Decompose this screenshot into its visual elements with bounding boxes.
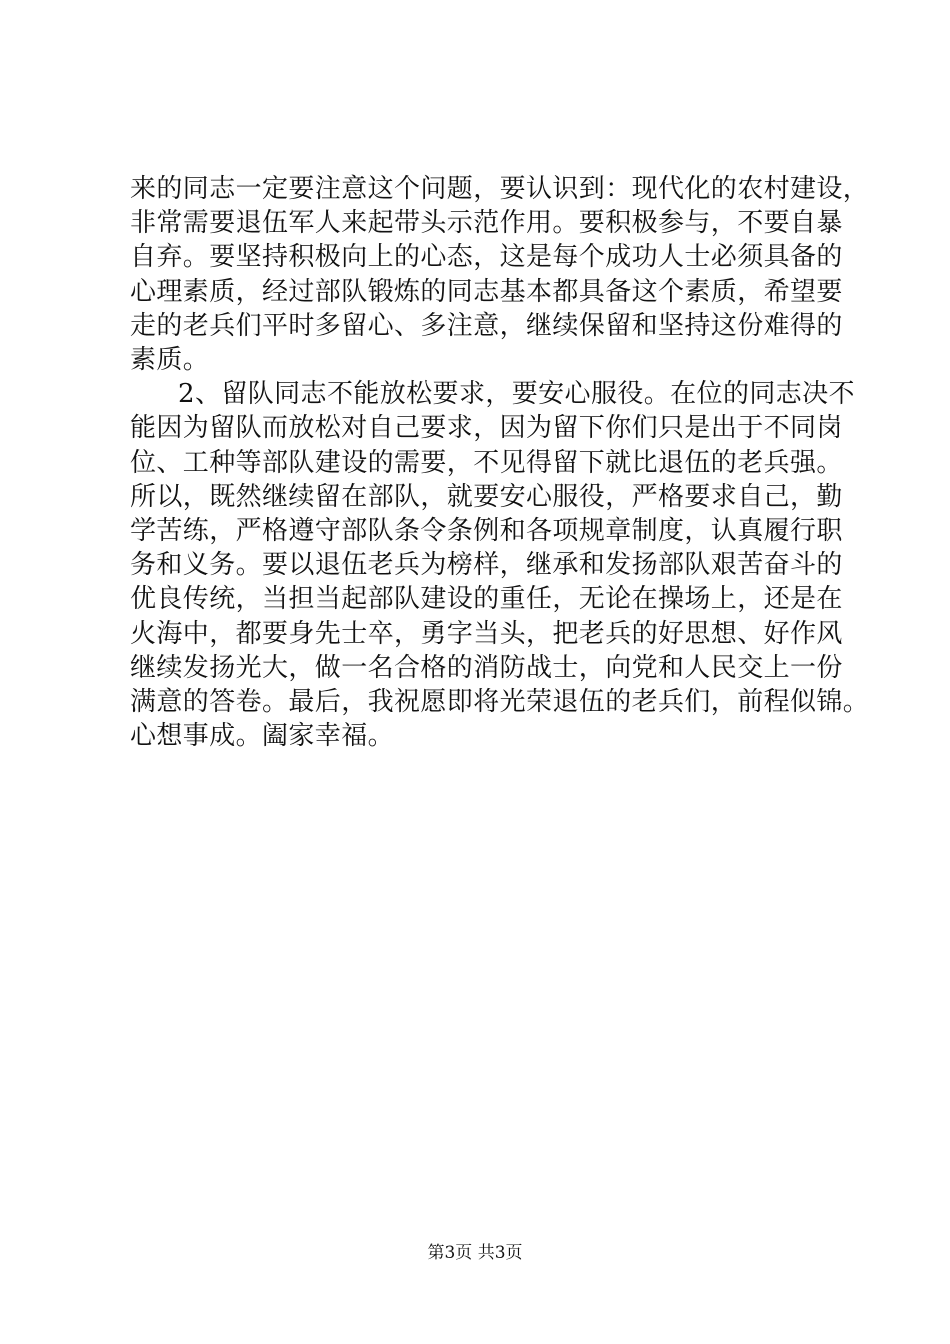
body-text bbox=[130, 172, 870, 753]
paragraph-start-line: 2、留队同志不能放松要求，要安心服役。在位的同志决不 bbox=[178, 379, 855, 410]
text-line: 火海中，都要身先士卒，勇字当头，把老兵的好思想、好作风 bbox=[130, 618, 843, 649]
page-number-label: 第3页 共3页 bbox=[427, 1243, 523, 1263]
text-line: 满意的答卷。最后，我祝愿即将光荣退伍的老兵们，前程似锦。 bbox=[130, 687, 870, 718]
text-line: 优良传统，当担当起部队建设的重任，无论在操场上，还是在 bbox=[130, 584, 843, 615]
text-line: 能因为留队而放松对自己要求，因为留下你们只是出于不同岗 bbox=[130, 413, 843, 444]
text-line: 学苦练，严格遵守部队条令条例和各项规章制度，认真履行职 bbox=[130, 516, 843, 547]
text-line: 心想事成。阖家幸福。 bbox=[130, 721, 395, 752]
text-line: 心理素质，经过部队锻炼的同志基本都具备这个素质，希望要 bbox=[130, 276, 843, 307]
text-line: 继续发扬光大，做一名合格的消防战士，向党和人民交上一份 bbox=[130, 652, 843, 683]
text-line: 来的同志一定要注意这个问题，要认识到：现代化的农村建设， bbox=[130, 174, 870, 204]
text-line: 素质。 bbox=[130, 345, 210, 376]
text-line: 位、工种等部队建设的需要，不见得留下就比退伍的老兵强。 bbox=[130, 447, 843, 478]
text-line: 走的老兵们平时多留心、多注意，继续保留和坚持这份难得的 bbox=[130, 310, 843, 341]
text-line: 务和义务。要以退伍老兵为榜样，继承和发扬部队艰苦奋斗的 bbox=[130, 550, 843, 581]
text-line: 非常需要退伍军人来起带头示范作用。要积极参与，不要自暴 bbox=[130, 208, 843, 239]
page-footer bbox=[0, 1242, 950, 1264]
text-line: 所以，既然继续留在部队，就要安心服役，严格要求自己，勤 bbox=[130, 481, 843, 512]
text-line: 自弃。要坚持积极向上的心态，这是每个成功人士必须具备的 bbox=[130, 242, 843, 273]
